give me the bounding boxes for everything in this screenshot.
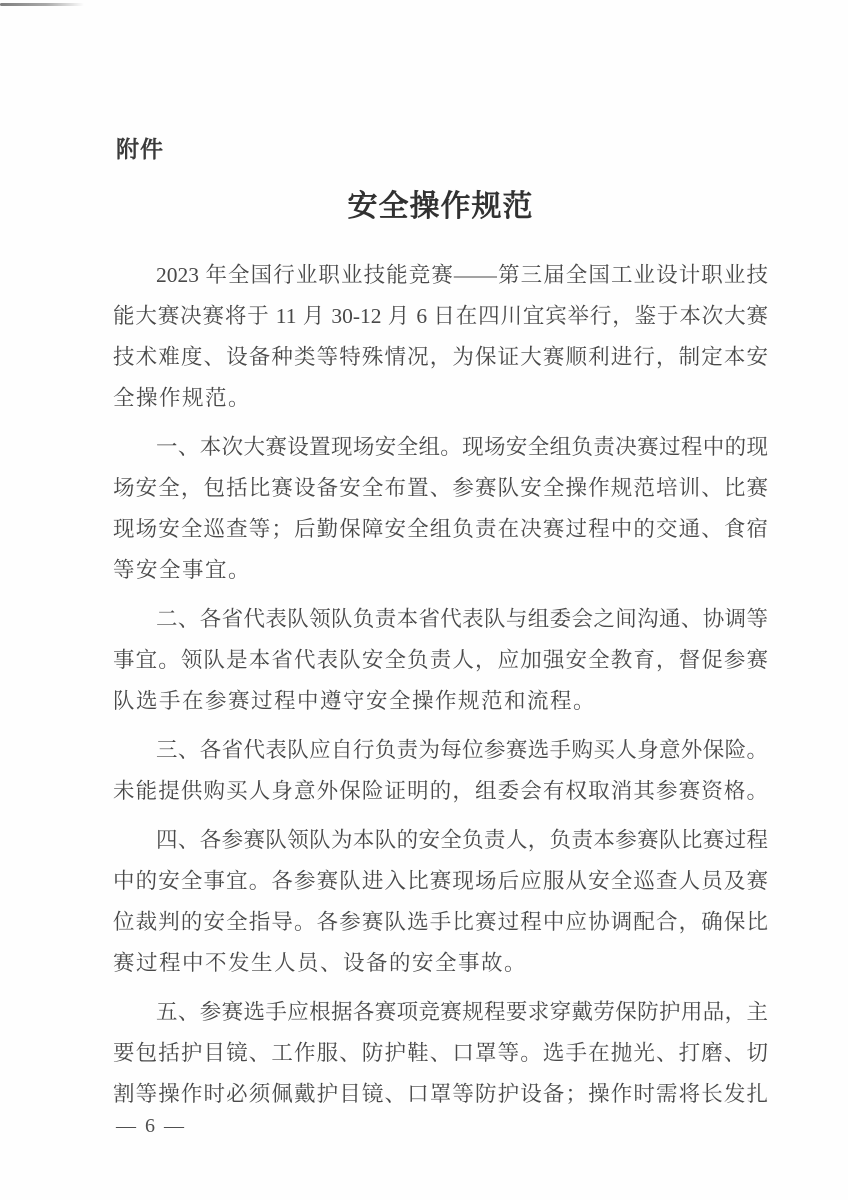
text-line: 全操作规范。 [113, 386, 252, 410]
text-line: 能大赛决赛将于 11 月 30-12 月 6 日在四川宜宾举行，鉴于本次大赛 [113, 304, 768, 328]
text-line: 2023 年全国行业职业技能竞赛——第三届全国工业设计职业技 [156, 263, 768, 287]
paragraph [113, 255, 768, 419]
text-line: 中的安全事宜。各参赛队进入比赛现场后应服从安全巡查人员及赛 [113, 869, 768, 893]
text-line: 割等操作时必须佩戴护目镜、口罩等防护设备；操作时需将长发扎 [113, 1082, 768, 1106]
text-line: 现场安全巡查等；后勤保障安全组负责在决赛过程中的交通、食宿 [113, 517, 768, 541]
text-line: 场安全，包括比赛设备安全布置、参赛队安全操作规范培训、比赛 [113, 476, 768, 500]
text-line: 事宜。领队是本省代表队安全负责人，应加强安全教育，督促参赛 [113, 648, 768, 672]
document-title: 安全操作规范 [347, 190, 534, 223]
text-line: 等安全事宜。 [113, 558, 252, 582]
text-line: 位裁判的安全指导。各参赛队选手比赛过程中应协调配合，确保比 [113, 910, 768, 934]
attachment-label: 附件 [116, 136, 164, 162]
text-line: 三、各省代表队应自行负责为每位参赛选手购买人身意外保险。 [156, 738, 768, 762]
text-line: 赛过程中不发生人员、设备的安全事故。 [113, 951, 528, 975]
scan-artifact [0, 3, 84, 6]
paragraph [113, 599, 768, 722]
text-line: 未能提供购买人身意外保险证明的，组委会有权取消其参赛资格。 [113, 779, 768, 803]
document-body [113, 255, 768, 1123]
paragraph [113, 427, 768, 591]
paragraph [113, 730, 768, 812]
text-line: 二、各省代表队领队负责本省代表队与组委会之间沟通、协调等 [156, 607, 768, 631]
page-number: — 6 — [116, 1115, 186, 1137]
text-line: 队选手在参赛过程中遵守安全操作规范和流程。 [113, 689, 597, 713]
text-line: 四、各参赛队领队为本队的安全负责人，负责本参赛队比赛过程 [156, 828, 768, 852]
text-line: 一、本次大赛设置现场安全组。现场安全组负责决赛过程中的现 [156, 435, 768, 459]
text-line: 五、参赛选手应根据各赛项竞赛规程要求穿戴劳保防护用品，主 [156, 1000, 768, 1024]
text-line: 技术难度、设备种类等特殊情况，为保证大赛顺利进行，制定本安 [113, 345, 768, 369]
text-line: 要包括护目镜、工作服、防护鞋、口罩等。选手在抛光、打磨、切 [113, 1041, 768, 1065]
paragraph [113, 820, 768, 984]
paragraph [113, 992, 768, 1115]
